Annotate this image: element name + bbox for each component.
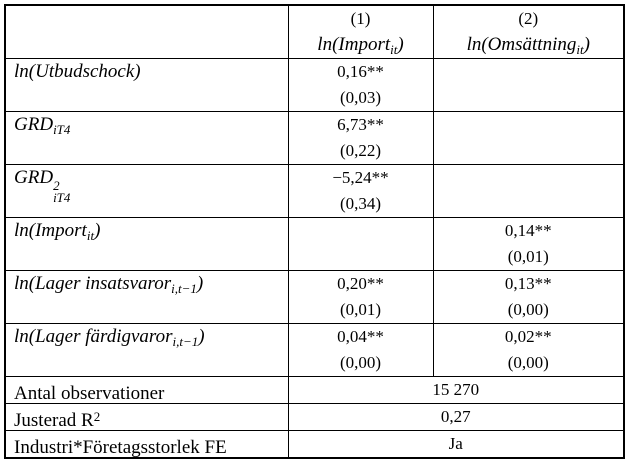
std-error: (0,00) — [507, 353, 549, 372]
std-error: (0,00) — [339, 353, 382, 372]
table-row-lager-fardigvaror — [5, 324, 624, 377]
footer-row-adjusted-r2 — [5, 404, 624, 431]
coefficient: 0,13** — [504, 274, 552, 293]
subscript: iT4 — [53, 190, 71, 205]
dependent-var-1: ln(Import$_{it}$) — [317, 34, 404, 57]
column-header-model-2 — [433, 5, 624, 59]
coefficient — [434, 165, 624, 191]
coef-cell — [433, 59, 624, 112]
coef-cell — [288, 165, 433, 218]
coef-cell — [288, 112, 433, 165]
footer-row-fixed-effects — [5, 431, 624, 459]
row-label-cell — [5, 218, 288, 271]
dependent-var-2: ln(Omsättning$_{it}$) — [466, 34, 590, 57]
row-label-cell — [5, 112, 288, 165]
coefficient: 6,73** — [337, 115, 384, 134]
std-error: (0,01) — [339, 300, 382, 319]
row-label: ln(Lager insatsvaror$_{i,t-1}$) — [14, 273, 204, 296]
stat-label-cell — [5, 431, 288, 459]
stat-value: 0,27 — [440, 407, 471, 426]
std-error: (0,01) — [507, 247, 549, 266]
row-label-cell — [5, 271, 288, 324]
std-error — [434, 85, 624, 111]
coef-cell — [288, 324, 433, 377]
column-header-model-1 — [288, 5, 433, 59]
coefficient: 0,14** — [504, 221, 552, 240]
stat-label-cell — [5, 377, 288, 404]
row-label: ln(Utbudschock) — [14, 61, 141, 82]
coefficient — [434, 112, 624, 138]
row-label-cell — [5, 59, 288, 112]
table-row-grd — [5, 112, 624, 165]
stat-value: 15 270 — [432, 380, 480, 399]
coefficient: 0,02** — [504, 327, 552, 346]
coef-cell — [433, 271, 624, 324]
row-label: ln(Import$_{it}$) — [14, 220, 101, 243]
row-label-cell — [5, 324, 288, 377]
coefficient: 0,04** — [337, 327, 384, 346]
model-number-2: (2) — [518, 9, 539, 28]
row-label-cell — [5, 165, 288, 218]
row-label: $GRD_{iT4}$ — [14, 114, 71, 137]
std-error — [289, 244, 433, 270]
stat-label-cell — [5, 404, 288, 431]
table-row-import — [5, 218, 624, 271]
stat-value: Ja — [448, 434, 463, 453]
stat-label: Antal observationer — [14, 383, 165, 404]
coefficient: 0,16** — [337, 62, 384, 81]
std-error: (0,00) — [507, 300, 549, 319]
std-error: (0,34) — [339, 194, 382, 213]
table-row-lager-insatsvaror — [5, 271, 624, 324]
std-error: (0,22) — [339, 141, 382, 160]
model-number-1: (1) — [350, 9, 371, 28]
coef-cell — [288, 271, 433, 324]
coef-cell — [433, 165, 624, 218]
coefficient: 0,20** — [337, 274, 384, 293]
stat-label: Justerad $R^2$ — [14, 409, 101, 431]
regression-results-table — [4, 4, 625, 459]
footer-row-observations — [5, 377, 624, 404]
coef-cell — [288, 59, 433, 112]
sup-sub-stack — [53, 180, 70, 204]
std-error — [434, 138, 624, 164]
coef-cell — [433, 218, 624, 271]
stat-value-cell — [288, 377, 624, 404]
coef-cell — [433, 112, 624, 165]
stat-value-cell — [288, 404, 624, 431]
std-error — [434, 191, 624, 217]
coefficient — [434, 59, 624, 85]
corner-cell-empty — [5, 5, 288, 59]
coef-cell — [433, 324, 624, 377]
std-error: (0,03) — [339, 88, 382, 107]
stat-label: Industri*Företagsstorlek FE — [14, 437, 227, 458]
coefficient — [289, 218, 433, 244]
table-row-utbudschock — [5, 59, 624, 112]
row-label: GRD 2 iT4 — [14, 167, 71, 205]
stat-value-cell — [288, 431, 624, 459]
coef-cell — [288, 218, 433, 271]
table-row-grd-squared — [5, 165, 624, 218]
row-label: ln(Lager färdigvaror$_{i,t-1}$) — [14, 326, 205, 349]
superscript: 2 — [53, 178, 60, 193]
coefficient: −5,24** — [332, 168, 389, 187]
header-row — [5, 5, 624, 59]
